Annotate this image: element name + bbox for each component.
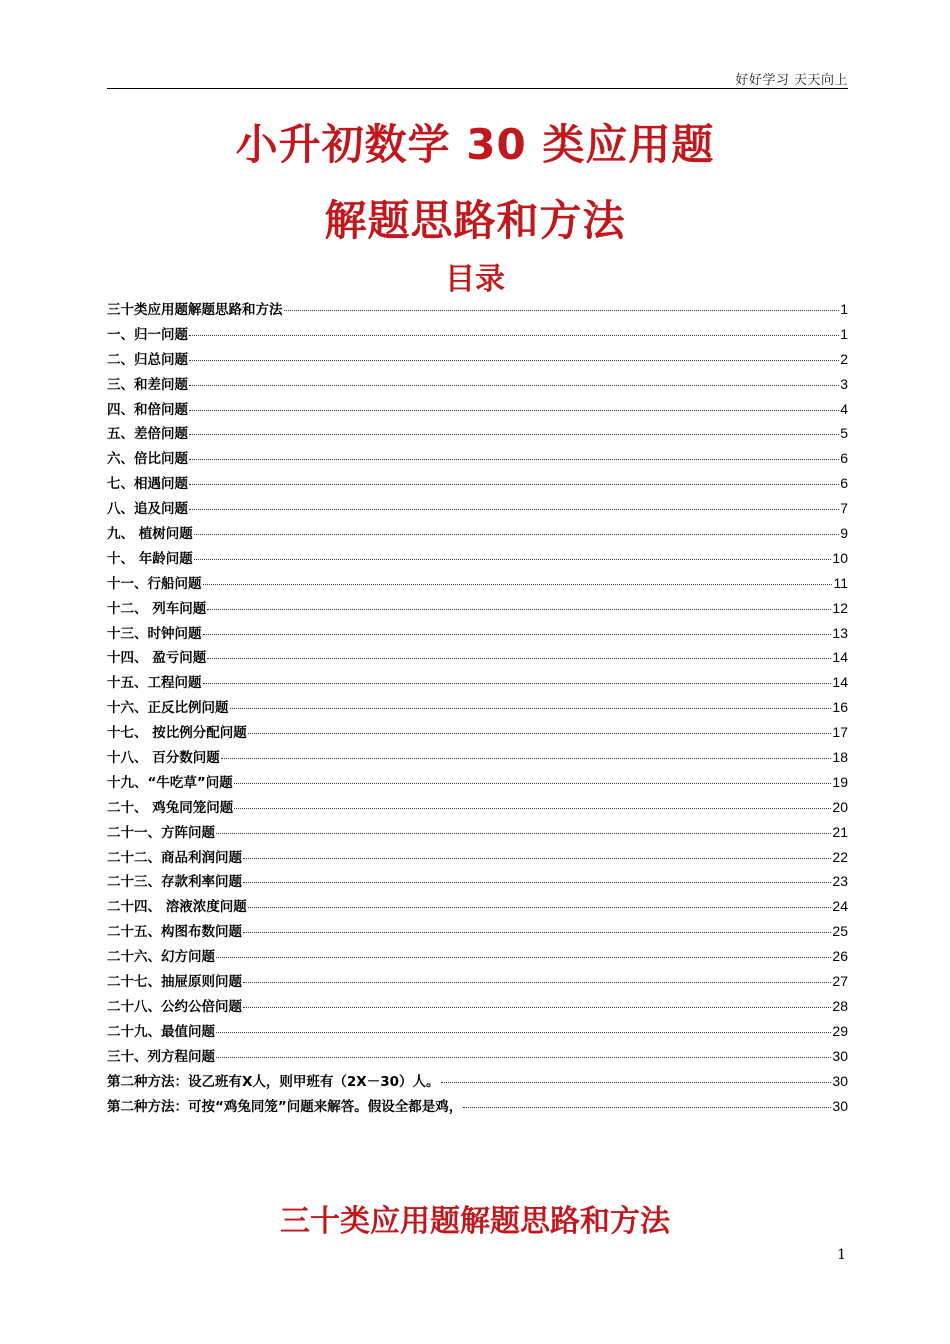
toc-entry-label: 第二种方法：可按“鸡兔同笼”问题来解答。假设全都是鸡， xyxy=(107,1098,463,1115)
toc-entry[interactable] xyxy=(107,821,848,846)
toc-entry[interactable] xyxy=(107,597,848,622)
toc-entry-label: 一、归一问题 xyxy=(107,326,188,343)
toc-heading: 目录 xyxy=(445,262,505,297)
toc-entry[interactable] xyxy=(107,373,848,398)
toc-dot-leader xyxy=(189,509,839,510)
section-heading: 三十类应用题解题思路和方法 xyxy=(280,1204,670,1239)
toc-dot-leader xyxy=(189,459,839,460)
toc-entry-page: 29 xyxy=(832,1022,848,1039)
toc-entry[interactable] xyxy=(107,572,848,597)
toc-entry-page: 1 xyxy=(840,301,848,317)
document-title-line1: 小升初数学 30 类应用题 xyxy=(235,120,715,169)
toc-dot-leader xyxy=(216,957,831,958)
toc-entry-label: 十九、“牛吃草”问题 xyxy=(107,774,233,791)
toc-entry-label: 第二种方法：设乙班有X人，则甲班有（2X－30）人。 xyxy=(107,1073,440,1090)
toc-entry-label: 二十三、存款利率问题 xyxy=(107,874,242,891)
toc-entry-label: 二十一、方阵问题 xyxy=(107,824,215,841)
toc-entry-label: 十一、行船问题 xyxy=(107,575,202,592)
toc-entry-label: 九、 植树问题 xyxy=(107,526,193,543)
toc-entry[interactable] xyxy=(107,970,848,995)
toc-entry-page: 22 xyxy=(832,848,848,865)
toc-entry[interactable] xyxy=(107,920,848,945)
toc-dot-leader xyxy=(189,434,839,435)
toc-entry[interactable] xyxy=(107,995,848,1020)
toc-entry-label: 五、差倍问题 xyxy=(107,426,188,443)
toc-dot-leader xyxy=(203,683,832,684)
toc-entry[interactable] xyxy=(107,447,848,472)
toc-entry[interactable] xyxy=(107,846,848,871)
toc-entry-page: 11 xyxy=(833,574,848,591)
toc-entry[interactable] xyxy=(107,522,848,547)
toc-entry-page: 13 xyxy=(832,624,848,641)
toc-entry-label: 十四、 盈亏问题 xyxy=(107,650,207,667)
toc-entry-page: 10 xyxy=(832,549,848,566)
toc-entry-label: 十六、正反比例问题 xyxy=(107,700,229,717)
toc-entry[interactable] xyxy=(107,1020,848,1045)
toc-entry[interactable] xyxy=(107,870,848,895)
toc-dot-leader xyxy=(203,634,832,635)
toc-dot-leader xyxy=(243,858,831,859)
toc-dot-leader xyxy=(234,783,832,784)
toc-entry[interactable] xyxy=(107,472,848,497)
toc-dot-leader xyxy=(243,1007,831,1008)
toc-dot-leader xyxy=(194,534,840,535)
table-of-contents xyxy=(107,298,848,1119)
toc-entry-page: 26 xyxy=(832,948,848,965)
toc-dot-leader xyxy=(203,584,833,585)
toc-entry-label: 三、和差问题 xyxy=(107,376,188,393)
toc-entry-page: 14 xyxy=(832,649,848,666)
toc-entry[interactable] xyxy=(107,721,848,746)
toc-entry-label: 十八、 百分数问题 xyxy=(107,750,220,767)
toc-entry-label: 二十八、公约公倍问题 xyxy=(107,998,242,1015)
toc-dot-leader xyxy=(248,733,832,734)
toc-dot-leader xyxy=(284,310,840,311)
toc-dot-leader xyxy=(207,658,831,659)
toc-entry[interactable] xyxy=(107,895,848,920)
toc-entry-label: 三十、列方程问题 xyxy=(107,1048,215,1065)
toc-entry[interactable] xyxy=(107,298,848,323)
toc-entry-label: 十三、时钟问题 xyxy=(107,625,202,642)
toc-entry-page: 30 xyxy=(832,1072,848,1089)
toc-dot-leader xyxy=(189,410,839,411)
toc-dot-leader xyxy=(216,833,831,834)
toc-entry-label: 三十类应用题解题思路和方法 xyxy=(107,302,283,318)
toc-entry-label: 二十四、 溶液浓度问题 xyxy=(107,899,247,916)
toc-entry-page: 12 xyxy=(832,599,848,616)
toc-entry-label: 八、追及问题 xyxy=(107,501,188,518)
toc-dot-leader xyxy=(189,360,839,361)
toc-entry-page: 21 xyxy=(832,823,848,840)
toc-entry[interactable] xyxy=(107,422,848,447)
toc-entry[interactable] xyxy=(107,622,848,647)
page-header-text: 好好学习 天天向上 xyxy=(735,73,848,88)
toc-entry-label: 十二、 列车问题 xyxy=(107,600,207,617)
toc-dot-leader xyxy=(463,1107,831,1108)
toc-dot-leader xyxy=(230,708,832,709)
toc-dot-leader xyxy=(221,758,832,759)
toc-entry[interactable] xyxy=(107,671,848,696)
toc-entry-label: 二十九、最值问题 xyxy=(107,1023,215,1040)
toc-entry-label: 四、和倍问题 xyxy=(107,401,188,418)
toc-entry-page: 5 xyxy=(840,425,848,442)
page-number: 1 xyxy=(837,1247,846,1263)
toc-entry-page: 14 xyxy=(832,674,848,691)
toc-entry-page: 3 xyxy=(840,375,848,392)
toc-entry[interactable] xyxy=(107,696,848,721)
toc-entry[interactable] xyxy=(107,945,848,970)
toc-entry[interactable] xyxy=(107,771,848,796)
toc-entry-page: 9 xyxy=(840,525,848,542)
toc-entry[interactable] xyxy=(107,497,848,522)
toc-dot-leader xyxy=(243,882,831,883)
toc-dot-leader xyxy=(189,484,839,485)
toc-dot-leader xyxy=(248,907,832,908)
toc-entry[interactable] xyxy=(107,796,848,821)
toc-entry-page: 24 xyxy=(832,898,848,915)
toc-dot-leader xyxy=(441,1082,832,1083)
toc-entry-label: 二十、 鸡兔同笼问题 xyxy=(107,799,234,816)
toc-entry-page: 27 xyxy=(832,973,848,990)
toc-entry-page: 7 xyxy=(840,500,848,517)
toc-entry[interactable] xyxy=(107,1070,848,1095)
toc-entry-page: 16 xyxy=(832,699,848,716)
toc-entry-label: 十七、 按比例分配问题 xyxy=(107,725,247,742)
toc-dot-leader xyxy=(207,609,831,610)
toc-entry-page: 20 xyxy=(832,798,848,815)
toc-entry-label: 六、倍比问题 xyxy=(107,451,188,468)
toc-entry[interactable] xyxy=(107,646,848,671)
toc-entry-page: 6 xyxy=(840,475,848,492)
toc-entry[interactable] xyxy=(107,1095,848,1120)
toc-entry-page: 6 xyxy=(840,450,848,467)
toc-dot-leader xyxy=(189,335,839,336)
toc-entry-label: 二十五、构图布数问题 xyxy=(107,924,242,941)
toc-entry[interactable] xyxy=(107,746,848,771)
header-rule xyxy=(107,88,848,89)
toc-dot-leader xyxy=(216,1057,831,1058)
toc-entry-page: 4 xyxy=(840,400,848,417)
toc-entry-page: 19 xyxy=(832,773,848,790)
toc-entry[interactable] xyxy=(107,348,848,373)
toc-entry-label: 二十六、幻方问题 xyxy=(107,949,215,966)
toc-entry[interactable] xyxy=(107,547,848,572)
toc-entry-page: 17 xyxy=(832,724,848,741)
toc-dot-leader xyxy=(243,982,831,983)
toc-entry-label: 二、归总问题 xyxy=(107,351,188,368)
toc-entry-page: 18 xyxy=(832,749,848,766)
toc-entry-page: 30 xyxy=(832,1047,848,1064)
toc-entry[interactable] xyxy=(107,323,848,348)
toc-entry-label: 十、 年龄问题 xyxy=(107,550,193,567)
toc-dot-leader xyxy=(194,559,832,560)
toc-entry-label: 十五、工程问题 xyxy=(107,675,202,692)
toc-dot-leader xyxy=(216,1032,831,1033)
toc-entry-label: 二十七、抽屉原则问题 xyxy=(107,974,242,991)
toc-dot-leader xyxy=(234,808,831,809)
toc-entry-page: 30 xyxy=(832,1097,848,1114)
toc-entry-page: 25 xyxy=(832,923,848,940)
toc-entry-label: 二十二、商品利润问题 xyxy=(107,849,242,866)
document-title-line2: 解题思路和方法 xyxy=(324,196,626,245)
toc-dot-leader xyxy=(243,932,831,933)
toc-entry-page: 23 xyxy=(832,873,848,890)
toc-entry-page: 28 xyxy=(832,997,848,1014)
toc-dot-leader xyxy=(189,385,839,386)
toc-entry-page: 2 xyxy=(840,350,848,367)
toc-entry-page: 1 xyxy=(840,325,848,342)
toc-entry[interactable] xyxy=(107,398,848,423)
toc-entry[interactable] xyxy=(107,1045,848,1070)
toc-entry-label: 七、相遇问题 xyxy=(107,476,188,493)
